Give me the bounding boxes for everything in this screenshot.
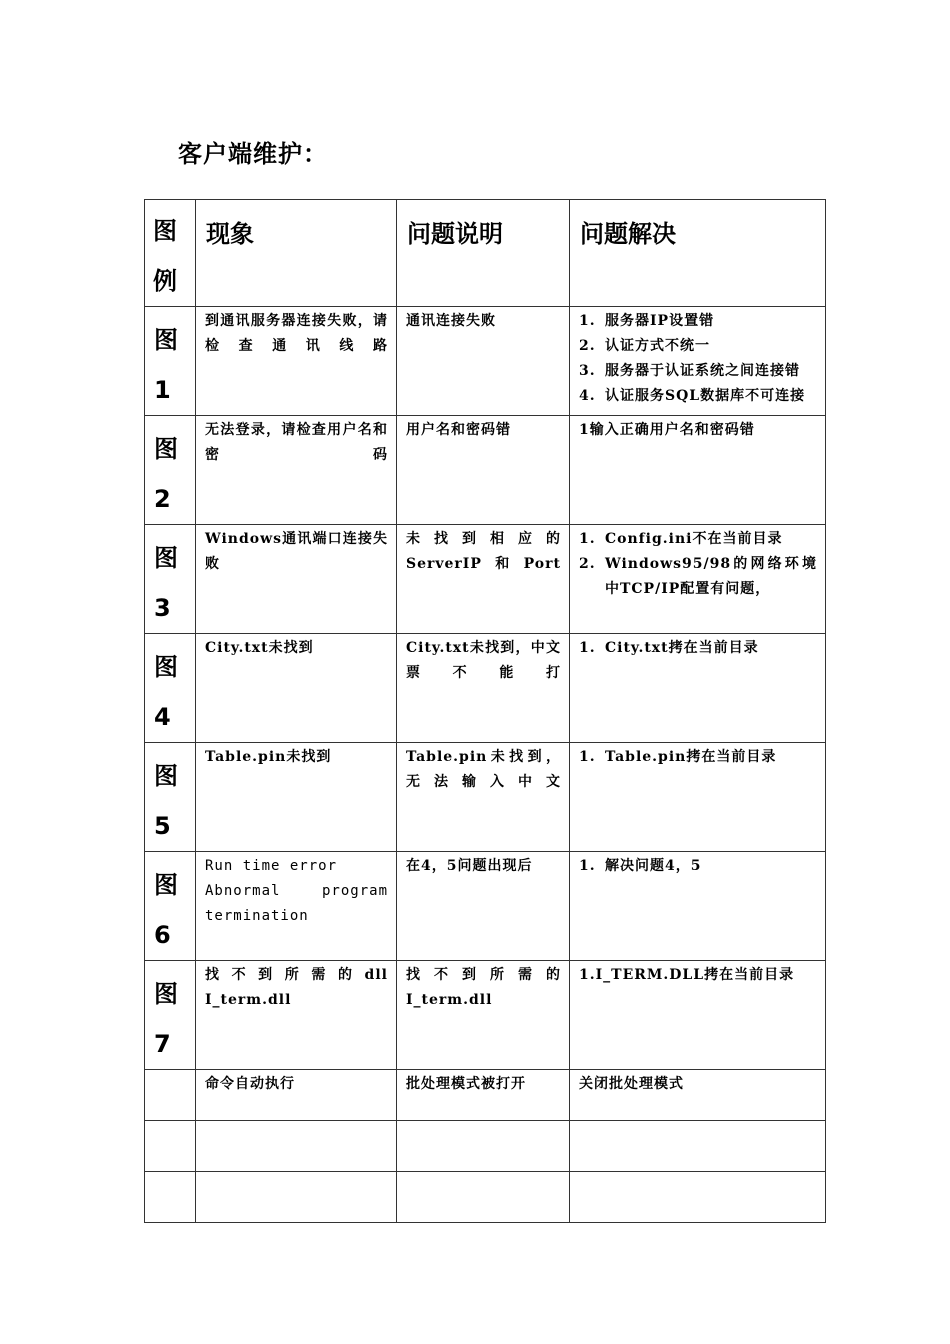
header-description: 问题说明 <box>397 200 570 307</box>
solution-cell <box>570 525 826 634</box>
description-cell: Table.pin未找到，无法输入中文 <box>397 743 570 852</box>
page-title: 客户端维护： <box>178 140 328 168</box>
solution-cell <box>570 307 826 416</box>
empty-cell <box>570 1121 826 1172</box>
symptom-line: Run time error <box>205 858 338 874</box>
solution-cell: 1输入正确用户名和密码错 <box>570 416 826 525</box>
description-cell: 找不到所需的I_term.dll <box>397 961 570 1070</box>
description-cell: 通讯连接失败 <box>397 307 570 416</box>
solution-item: 1. Table.pin拷在当前目录 <box>579 749 777 765</box>
table-row <box>145 416 826 525</box>
solution-cell <box>570 634 826 743</box>
header-symptom: 现象 <box>196 200 397 307</box>
description-cell: 在4，5问题出现后 <box>397 852 570 961</box>
header-figure: 图例 <box>145 200 196 307</box>
symptom-cell: 找不到所需的dll I_term.dll <box>196 961 397 1070</box>
table-row <box>145 961 826 1070</box>
description-cell: 未找到相应的ServerIP和Port <box>397 525 570 634</box>
symptom-cell: Windows通讯端口连接失败 <box>196 525 397 634</box>
figure-cell: 图2 <box>145 416 196 525</box>
empty-cell <box>397 1172 570 1223</box>
figure-cell: 图3 <box>145 525 196 634</box>
solution-item: 3. 服务器于认证系统之间连接错 <box>579 363 800 379</box>
figure-cell: 图5 <box>145 743 196 852</box>
symptom-cell: 命令自动执行 <box>196 1070 397 1121</box>
symptom-cell: Table.pin未找到 <box>196 743 397 852</box>
solution-cell: 关闭批处理模式 <box>570 1070 826 1121</box>
symptom-line: Abnormal program termination <box>205 883 388 924</box>
empty-cell <box>196 1121 397 1172</box>
table-row <box>145 1070 826 1121</box>
solution-item: 1. 服务器IP设置错 <box>579 313 715 329</box>
maintenance-table <box>144 199 826 1223</box>
solution-item: 1. Config.ini不在当前目录 <box>579 531 783 547</box>
description-cell: 批处理模式被打开 <box>397 1070 570 1121</box>
empty-row <box>145 1172 826 1223</box>
description-cell: 用户名和密码错 <box>397 416 570 525</box>
solution-item: 4. 认证服务SQL数据库不可连接 <box>579 388 806 404</box>
description-cell: City.txt未找到，中文票不能打 <box>397 634 570 743</box>
figure-cell: 图4 <box>145 634 196 743</box>
solution-item: 2. Windows95/98的网络环境中TCP/IP配置有问题， <box>579 556 817 597</box>
solution-cell <box>570 743 826 852</box>
symptom-cell: 无法登录，请检查用户名和密码 <box>196 416 397 525</box>
empty-cell <box>196 1172 397 1223</box>
figure-cell: 图1 <box>145 307 196 416</box>
solution-item: 1. City.txt拷在当前目录 <box>579 640 759 656</box>
solution-cell: 1.I_TERM.DLL拷在当前目录 <box>570 961 826 1070</box>
figure-cell <box>145 1070 196 1121</box>
empty-cell <box>570 1172 826 1223</box>
symptom-cell: City.txt未找到 <box>196 634 397 743</box>
figure-cell: 图7 <box>145 961 196 1070</box>
empty-cell <box>397 1121 570 1172</box>
table-row <box>145 852 826 961</box>
table-header-row <box>145 200 826 307</box>
figure-cell: 图6 <box>145 852 196 961</box>
header-solution: 问题解决 <box>570 200 826 307</box>
solution-cell <box>570 852 826 961</box>
table-row <box>145 634 826 743</box>
empty-cell <box>145 1121 196 1172</box>
table-row <box>145 307 826 416</box>
symptom-cell: 到通讯服务器连接失败，请检查通讯线路 <box>196 307 397 416</box>
empty-cell <box>145 1172 196 1223</box>
empty-row <box>145 1121 826 1172</box>
solution-item: 2. 认证方式不统一 <box>579 338 710 354</box>
symptom-cell <box>196 852 397 961</box>
solution-item: 1. 解决问题4，5 <box>579 858 702 874</box>
table-row <box>145 525 826 634</box>
table-row <box>145 743 826 852</box>
